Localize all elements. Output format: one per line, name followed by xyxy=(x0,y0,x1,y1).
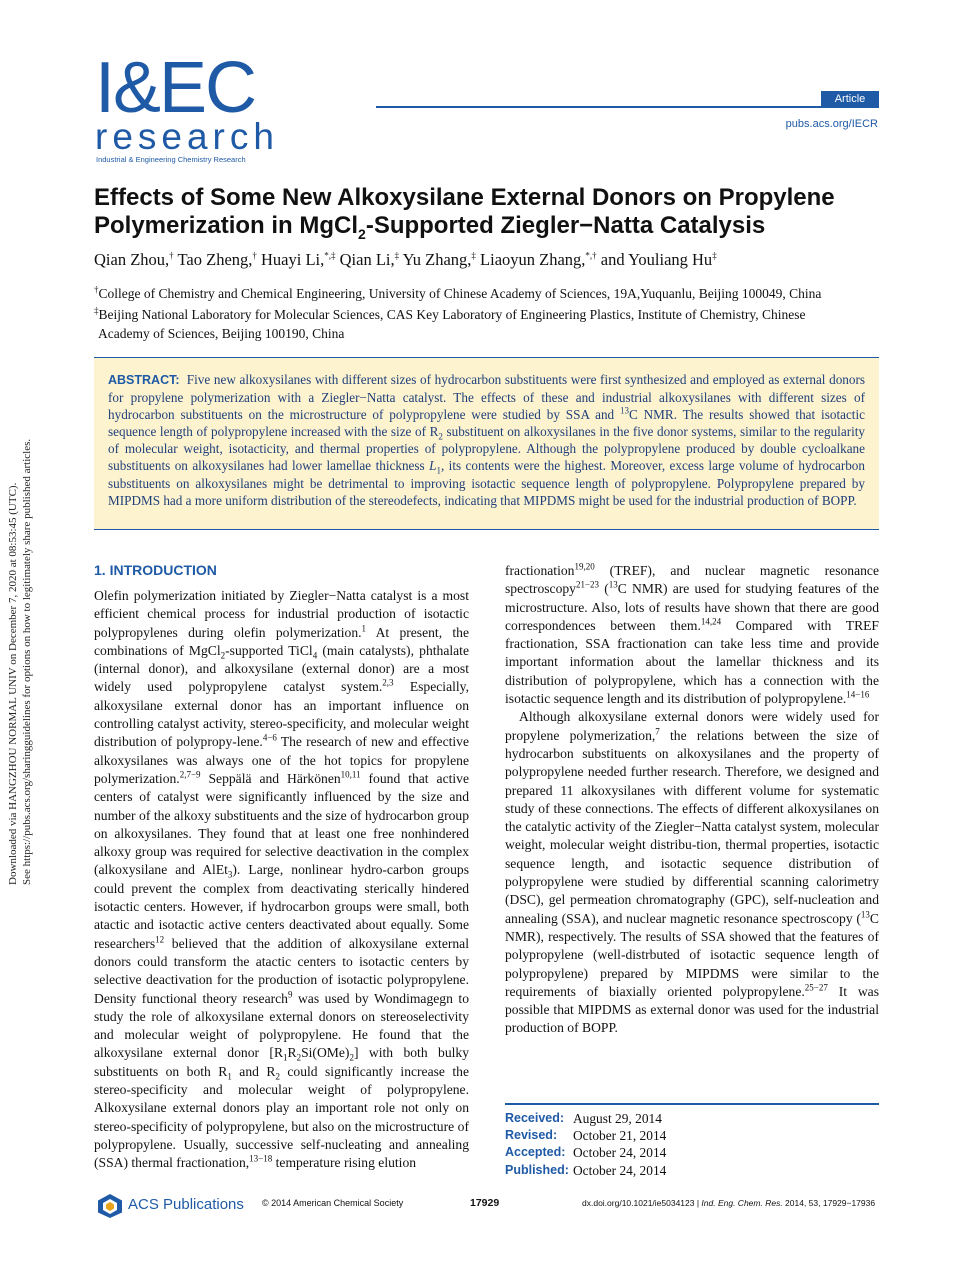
affiliation-1: †College of Chemistry and Chemical Engineering, University of Chinese Academy of Sciences, 19A,Yuquanlu, Beijing 100049, China xyxy=(94,284,822,301)
intro-left-column xyxy=(94,587,469,1173)
dates-rule xyxy=(505,1103,879,1105)
abstract-text: ABSTRACT: Five new alkoxysilanes with different sizes of hydrocarbon substituents were first synthesized and employed as external donors for propylene polymerization with a Ziegler−Natta catalyst. The effects of these and industrial alkoxysilanes with different sizes of hydrocarbon substituents on the microstructure of polypropylene were studied by SSA and $^{13}$C NMR. The results showed that isotactic sequence length of polypropylene increased with the size of $R_2$ substituent on alkoxysilanes in the five donor systems, similar to the regularity of molecular weight, isotacticity, and thermal properties of polypropylene. Although the polypropylene produced by double cycloalkane substituents on alkoxysilanes had lower lamellae thickness $L_1$, its contents were the highest. Moreover, excess large volume of hydrocarbon substituents on alkoxysilanes might be detrimental to improving isotactic sequence length of polypropylene. Polypropylene prepared by MIPDMS had a more uniform distribution of the stereodefects, indicating that MIPDMS might be used for the industrial production of BOPP. xyxy=(108,372,866,508)
intro-paragraph-1: Olefin polymerization initiated by Ziegler−Natta catalyst is a most efficient chemical process for industrial production of isotactic polypropylenes during olefin polymerization.$^1$ At present, the combinations of MgCl$_2$-supported TiCl$_4$ (main catalysts), phthalate (internal donor), and alkoxysilane (external donor) are a most widely used polypropylene catalyst system.$^{2,3}$ Especially, alkoxysilane external donor has an important influence on controlling catalyst activity, stereo-specificity, and molecular weight distribution of polypropy-lene.$^{4-6}$ The research of new and effective alkoxysilanes was always one of the hot topics for propylene polymerization.$^{2,7-9}$ Seppälä and Härkönen$^{10,11}$ found that active centers of catalyst were significantly influenced by the size and number of the alkoxy substituents and the size of hydrocarbon group on alkoxysilanes. They found that at least one free nonhindered alkoxy group was required for selective deactivation in the complex (alkoxysilane and AlEt$_3$). Large, nonlinear hydro-carbon groups could prevent the complex from deactivating sterically hindered isotactic centers. However, if hydrocarbon groups were small, both atactic and isotactic active centers deactivated about equally. Some researchers$^{12}$ believed that the addition of alkoxysilane external donors could transform the atactic centers to isotactic centers by selective deactivation for the production of isotactic polypropylene. Density functional theory research$^9$ was used by Wondimagegn to study the role of alkoxysilane external donors on stereoselectivity and molecular weight of polypropylene. He found that the alkoxysilane external donor $[R_1R_2Si(OMe)_2]$ with both bulky substituents on both $R_1$ and $R_2$ could significantly increase the stereo-specificity and molecular weight of polypropylene. Alkoxysilane external donors play an important role not only on stereo-specificity of polypropylene, but also on the microstructure of polypropylene. Usually, successive self-nucleating and annealing (SSA) thermal fractionation,$^{13-18}$ temperature rising elution xyxy=(94,588,469,1171)
journal-logo-subtitle: Industrial & Engineering Chemistry Research xyxy=(96,155,246,164)
date-revised: Revised: October 21, 2014 xyxy=(505,1128,667,1144)
acs-hexagon-icon xyxy=(96,1193,124,1219)
publication-dates xyxy=(505,1110,879,1179)
date-published: Published: October 24, 2014 xyxy=(505,1162,667,1178)
author[interactable]: Qian Zhou,† xyxy=(94,250,174,269)
author[interactable]: Liaoyun Zhang,*,† xyxy=(480,250,597,269)
page-number: 17929 xyxy=(470,1197,500,1209)
acs-publications-logo[interactable]: ACS Publications xyxy=(96,1193,246,1219)
journal-logo: I&EC xyxy=(95,48,256,128)
author[interactable]: Qian Li,‡ xyxy=(339,250,400,269)
intro-paragraph-2: Although alkoxysilane external donors were widely used for propylene polymerization,$^7$ the relations between the size of hydrocarbon substituents on alkoxysilanes and the property of polypropylene needed further research. Therefore, we designed and prepared 11 alkoxysilanes with different volume for systematic study of these connections. The effects of different alkoxysilanes on the catalytic activity of the Ziegler−Natta catalyst system, molecular weight, molecular weight distribu-tion, thermal properties, isotactic sequence length, and isotactic sequence distribution of polypropylene were studied by differential scanning calorimetry (DSC), gel permeation chromatography (GPC), self-nucleation and annealing (SSA), and nuclear magnetic resonance spectroscopy ($^{13}$C NMR), respectively. The results of SSA showed that the features of polypropylene (well-distrbuted of isotactic sequence length of polypropylene) prepared by MIPDMS were similar to the requirements of biaxially oriented polypropylene.$^{25-27}$ It was possible that MIPDMS as external donor was used for the industrial production of BOPP. xyxy=(505,709,879,1036)
date-received: Received: August 29, 2014 xyxy=(505,1111,662,1126)
side-note-line-1: Downloaded via HANGZHOU NORMAL UNIV on December 7, 2020 at 08:53:45 (UTC). xyxy=(7,482,19,885)
title-line-1: Effects of Some New Alkoxysilane External Donors on Propylene xyxy=(94,184,835,211)
section-heading-introduction: 1. INTRODUCTION xyxy=(94,562,217,578)
affiliation-2: ‡Beijing National Laboratory for Molecular Sciences, CAS Key Laboratory of Engineering Plastics, Institute of Chemistry, Chinese Academy of Sciences, Beijing 100190, China xyxy=(94,305,806,341)
journal-url-link[interactable]: pubs.acs.org/IECR xyxy=(785,118,878,130)
author[interactable]: Yu Zhang,‡ xyxy=(402,250,476,269)
date-accepted: Accepted: October 24, 2014 xyxy=(505,1145,667,1161)
intro-right-column xyxy=(505,562,879,1038)
download-side-note xyxy=(0,380,36,890)
doi-citation[interactable]: dx.doi.org/10.1021/ie5034123 | Ind. Eng. Chem. Res. 2014, 53, 17929−17936 xyxy=(582,1198,876,1208)
title-line-2: Polymerization in MgCl$_2$-Supported Ziegler−Natta Catalysis xyxy=(94,212,766,242)
side-note-line-2: See https://pubs.acs.org/sharingguidelines for options on how to legitimately share published articles. xyxy=(21,438,33,885)
abstract-label: ABSTRACT: xyxy=(108,373,180,387)
header-rule xyxy=(376,106,879,108)
article-title xyxy=(94,184,884,240)
author-list xyxy=(94,249,894,271)
intro-paragraph-1-cont: fractionation$^{19,20}$ (TREF), and nuclear magnetic resonance spectroscopy$^{21-23}$ ($^{13}$C NMR) are used for studying features of the microstructure. Also, lots of results have shown that there are good correspondences between them.$^{14,24}$ Compared with TREF fractionation, SSA fractionation can take less time and provide important information about the lamellar thickness and its distribution of polypropylene, which has a connection with the isotactic sequence length and its distribution of polypropylene.$^{14-16}$ xyxy=(505,561,879,707)
journal-logo-research: research xyxy=(95,116,279,157)
author[interactable]: Huayi Li,*,‡ xyxy=(261,250,336,269)
author[interactable]: and Youliang Hu‡ xyxy=(600,250,717,269)
author[interactable]: Tao Zheng,† xyxy=(177,250,257,269)
article-type-badge: Article xyxy=(821,91,879,107)
copyright: © 2014 American Chemical Society xyxy=(262,1198,404,1208)
